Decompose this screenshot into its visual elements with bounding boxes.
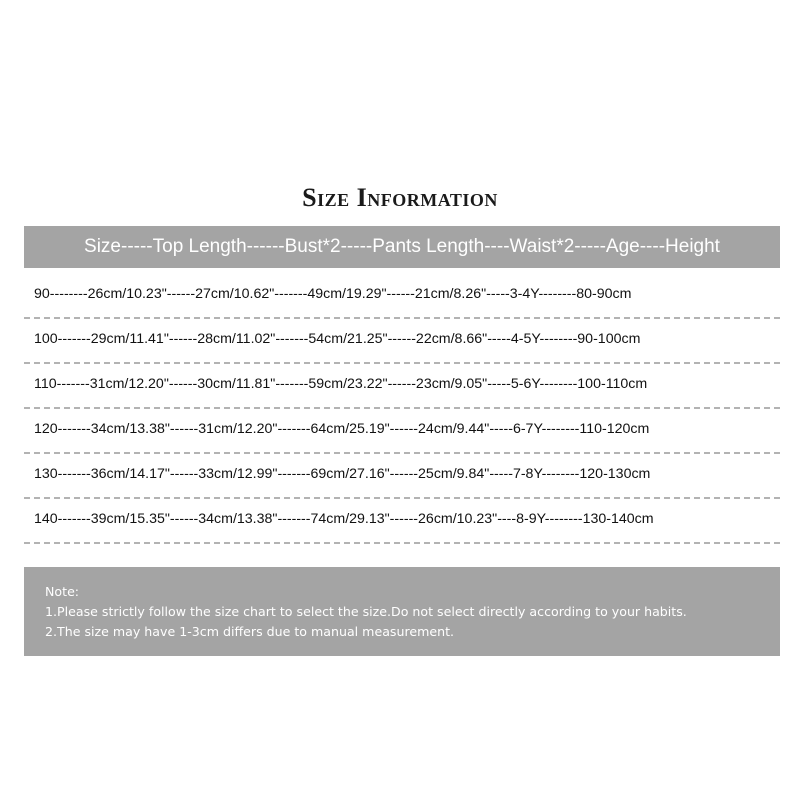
table-row-text: 110-------31cm/12.20"------30cm/11.81"-------59cm/23.22"------23cm/9.05"-----5-6Y--------100-110cm: [34, 376, 648, 392]
table-row: [24, 364, 780, 409]
table-row: [24, 454, 780, 499]
table-row-text: 130-------36cm/14.17"------33cm/12.99"-------69cm/27.16"------25cm/9.84"-----7-8Y--------120-130cm: [34, 466, 651, 482]
table-row: [24, 499, 780, 544]
note-line-1: 1.Please strictly follow the size chart to select the size.Do not select directly according to your habits.: [45, 604, 687, 619]
table-row: [24, 409, 780, 454]
table-row: [24, 274, 780, 319]
table-row-text: 90--------26cm/10.23"------27cm/10.62"-------49cm/19.29"------21cm/8.26"-----3-4Y--------80-90cm: [34, 286, 632, 302]
table-row: [24, 319, 780, 364]
note-line-2: 2.The size may have 1-3cm differs due to manual measurement.: [45, 624, 455, 639]
table-row-text: 120-------34cm/13.38"------31cm/12.20"-------64cm/25.19"------24cm/9.44"-----6-7Y--------110-120cm: [34, 421, 650, 437]
size-table: [24, 274, 780, 544]
table-row-text: 100-------29cm/11.41"------28cm/11.02"-------54cm/21.25"------22cm/8.66"-----4-5Y--------90-100cm: [34, 331, 641, 347]
size-table-header: Size-----Top Length------Bust*2-----Pants Length----Waist*2-----Age----Height: [24, 226, 780, 268]
page-title: Size Information: [302, 183, 498, 212]
note-box: [24, 567, 780, 656]
note-heading: Note:: [45, 584, 80, 599]
table-row-text: 140-------39cm/15.35"------34cm/13.38"-------74cm/29.13"------26cm/10.23"----8-9Y--------130-140cm: [34, 511, 654, 527]
